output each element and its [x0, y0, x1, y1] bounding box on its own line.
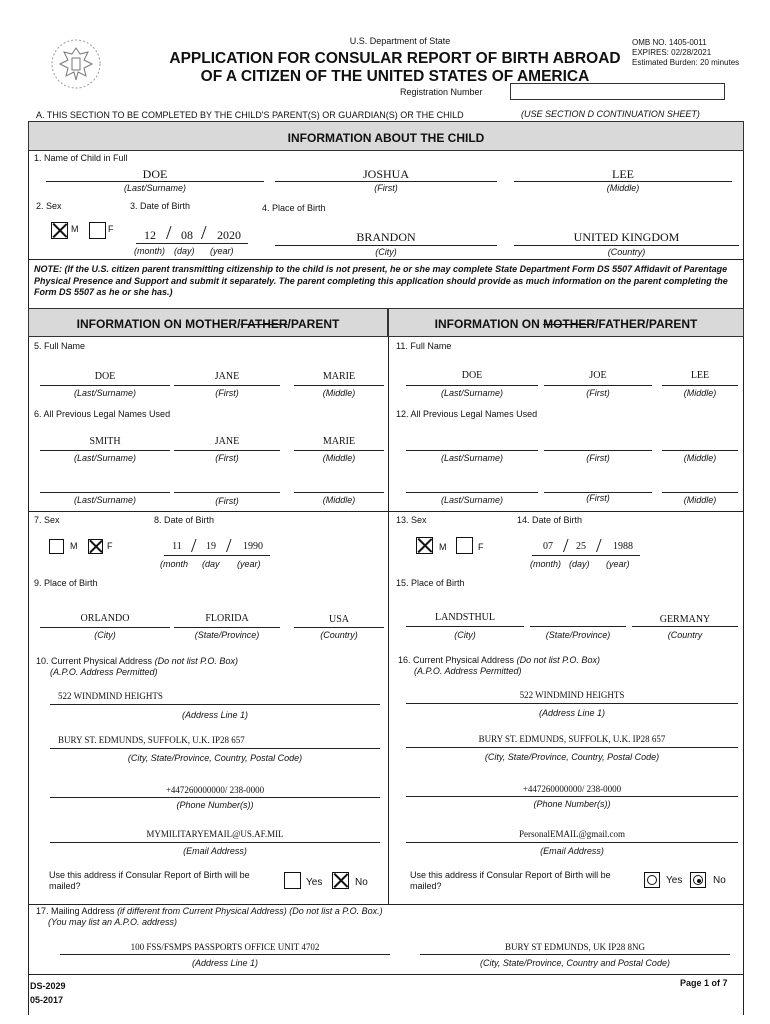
mother-name-label: 5. Full Name: [34, 341, 86, 351]
mother-dob-year[interactable]: 1990: [243, 541, 263, 552]
mailing-label-note: (if different from Current Physical Address) (Do not list a P.O. Box.): [117, 906, 383, 916]
caption-last: (Last/Surname): [73, 388, 137, 398]
mother-prev-first[interactable]: JANE: [214, 436, 240, 447]
caption-middle: (Middle): [683, 388, 717, 398]
father-mail-no-radio[interactable]: [690, 872, 706, 888]
date-separator: /: [596, 535, 602, 557]
caption-middle: (Middle): [322, 453, 356, 463]
mailing-address-line2[interactable]: BURY ST EDMUNDS, UK IP28 8NG: [504, 942, 646, 952]
father-sex-male-checkbox[interactable]: [416, 537, 433, 554]
caption-middle: (Middle): [683, 495, 717, 505]
mother-mail-yes-checkbox[interactable]: [284, 872, 301, 889]
date-separator: /: [166, 222, 172, 244]
father-address-label-text: 16. Current Physical Address: [398, 655, 515, 665]
section-a-label: A. THIS SECTION TO BE COMPLETED BY THE CHILD'S PARENT(S) OR GUARDIAN(S) OR THE CHILD: [36, 110, 464, 120]
mother-mail-question: Use this address if Consular Report of Birth will be mailed?: [49, 870, 250, 891]
department-name: U.S. Department of State: [349, 36, 451, 46]
father-birth-country[interactable]: GERMANY: [659, 614, 711, 625]
caption-middle: (Middle): [606, 183, 640, 193]
caption-phone: (Phone Number(s)): [176, 800, 254, 810]
father-phone[interactable]: +447260000000/ 238-0000: [522, 784, 622, 794]
father-dob-label: 14. Date of Birth: [517, 515, 583, 525]
child-first-name[interactable]: JOSHUA: [362, 167, 409, 181]
mother-birth-city[interactable]: ORLANDO: [80, 613, 130, 624]
child-name-label: 1. Name of Child in Full: [34, 153, 128, 163]
form-title-line1: APPLICATION FOR CONSULAR REPORT OF BIRTH ABROAD: [169, 50, 621, 67]
caption-city: (City): [375, 247, 397, 257]
date-separator: /: [226, 535, 232, 557]
mother-middle-name[interactable]: MARIE: [322, 371, 356, 382]
ds5507-note: NOTE: (If the U.S. citizen parent transmitting citizenship to the child is not present, he or she may complete State Department Form DS 5507 Affidavit of Parentage Physical Presence and Support and submit it separately. The parent completing this application should provide as much information on the parent completing the Form DS 5507 as he or she has.): [34, 264, 728, 297]
father-band-prefix: INFORMATION ON: [434, 317, 544, 331]
mother-sex-female-checkbox[interactable]: [88, 539, 103, 554]
mother-prev-names-label: 6. All Previous Legal Names Used: [34, 409, 171, 419]
caption-middle: (Middle): [322, 495, 356, 505]
child-middle-name[interactable]: LEE: [612, 167, 634, 181]
caption-country: (Country): [320, 630, 358, 640]
yes-label: Yes: [666, 875, 683, 886]
mailing-address-label: [36, 906, 383, 916]
mother-dob-label: 8. Date of Birth: [154, 515, 215, 525]
father-info-band: [388, 308, 744, 337]
mother-sex-label: 7. Sex: [34, 515, 60, 525]
father-pob-label: 15. Place of Birth: [396, 578, 465, 588]
father-middle-name[interactable]: LEE: [690, 370, 710, 381]
child-sex-female-checkbox[interactable]: [89, 222, 106, 239]
caption-address-line1: (Address Line 1): [538, 708, 606, 718]
caption-city: (City): [94, 630, 116, 640]
caption-year: (year): [606, 559, 630, 569]
caption-middle: (Middle): [322, 388, 356, 398]
father-last-name[interactable]: DOE: [461, 370, 483, 381]
caption-country: (Country): [607, 247, 646, 257]
page-number: Page 1 of 7: [680, 978, 728, 988]
mother-dob-day[interactable]: 19: [206, 541, 216, 552]
father-sex-label: 13. Sex: [396, 515, 427, 525]
mother-birth-country[interactable]: USA: [328, 614, 349, 625]
father-prev-names-label: 12. All Previous Legal Names Used: [396, 409, 538, 419]
caption-last: (Last/Surname): [440, 453, 504, 463]
date-separator: /: [563, 535, 569, 557]
father-mail-yes-radio[interactable]: [644, 872, 660, 888]
form-title-line2: OF A CITIZEN OF THE UNITED STATES OF AMERICA: [200, 68, 590, 85]
apo-note: (A.P.O. Address Permitted): [414, 666, 522, 676]
mother-mail-no-checkbox[interactable]: [332, 872, 349, 889]
caption-state: (State/Province): [194, 630, 260, 640]
father-mail-question: Use this address if Consular Report of Birth will be mailed?: [410, 870, 611, 891]
child-sex-male-checkbox[interactable]: [51, 222, 68, 239]
mother-band-strike: FATHER: [240, 317, 288, 331]
caption-month: (month): [134, 246, 166, 256]
caption-last: (Last/Surname): [73, 495, 137, 505]
child-dob-label: 3. Date of Birth: [130, 201, 191, 211]
father-address-label-note: (Do not list P.O. Box): [516, 655, 600, 665]
caption-email: (Email Address): [183, 846, 247, 856]
mailing-label-text: 17. Mailing Address: [36, 906, 115, 916]
father-name-label: 11. Full Name: [396, 341, 452, 351]
father-address-line1[interactable]: 522 WINDMIND HEIGHTS: [519, 690, 625, 700]
caption-middle: (Middle): [683, 453, 717, 463]
child-dob-year[interactable]: 2020: [217, 228, 241, 242]
mother-address-line1[interactable]: 522 WINDMIND HEIGHTS: [58, 691, 163, 701]
mother-dob-month[interactable]: 11: [172, 541, 182, 552]
section-d-note: (USE SECTION D CONTINUATION SHEET): [521, 109, 700, 119]
caption-address-line1: (Address Line 1): [181, 710, 249, 720]
child-birth-country[interactable]: UNITED KINGDOM: [573, 230, 680, 244]
caption-mailing-line2: (City, State/Province, Country and Postal Code): [480, 958, 670, 968]
caption-last: (Last/Surname): [440, 388, 504, 398]
father-birth-city[interactable]: LANDSTHUL: [435, 612, 495, 623]
caption-day: (day): [569, 559, 590, 569]
caption-city: (City): [454, 630, 476, 640]
yes-label: Yes: [306, 877, 323, 888]
child-pob-label: 4. Place of Birth: [262, 203, 326, 213]
mother-sex-male-checkbox[interactable]: [49, 539, 64, 554]
no-label: No: [713, 875, 726, 886]
father-band-strike: MOTHER: [543, 317, 596, 331]
mother-last-name[interactable]: DOE: [94, 371, 116, 382]
mother-first-name[interactable]: JANE: [214, 371, 240, 382]
mother-phone[interactable]: +447260000000/ 238-0000: [165, 785, 265, 795]
caption-first: (First): [215, 496, 239, 506]
caption-year: (year): [237, 559, 261, 569]
us-seal-icon: [50, 38, 102, 90]
caption-first: (First): [374, 183, 398, 193]
caption-month: (month): [530, 559, 562, 569]
caption-year: (year): [210, 246, 234, 256]
mother-birth-state[interactable]: FLORIDA: [205, 613, 249, 624]
registration-label: Registration Number: [400, 87, 483, 97]
mailing-address-line1[interactable]: 100 FSS/FSMPS PASSPORTS OFFICE UNIT 4702: [130, 942, 320, 952]
caption-day: (day: [202, 559, 220, 569]
father-dob-month[interactable]: 07: [543, 541, 553, 552]
mother-address-label: [36, 656, 238, 666]
registration-number-field[interactable]: [510, 83, 725, 100]
father-dob-year[interactable]: 1988: [613, 541, 633, 552]
form-revision: 05-2017: [30, 995, 64, 1005]
mother-prev-last[interactable]: SMITH: [89, 436, 121, 447]
mother-email[interactable]: MYMILITARYEMAIL@US.AF.MIL: [146, 829, 284, 839]
caption-first: (First): [586, 493, 610, 503]
child-last-name[interactable]: DOE: [142, 167, 168, 181]
child-dob-day[interactable]: 08: [181, 228, 193, 242]
omb-number: OMB NO. 1405-0011: [632, 38, 707, 47]
caption-mailing-line1: (Address Line 1): [191, 958, 259, 968]
child-sex-m-label: M: [71, 224, 79, 234]
caption-first: (First): [215, 388, 239, 398]
mother-sex-f-label: F: [107, 541, 113, 551]
child-sex-label: 2. Sex: [36, 201, 62, 211]
mother-address-label-text: 10. Current Physical Address: [36, 656, 153, 666]
caption-first: (First): [215, 453, 239, 463]
father-address-line2[interactable]: BURY ST. EDMUNDS, SUFFOLK, U.K. IP28 657: [478, 734, 666, 744]
mother-band-suffix: /PARENT: [287, 317, 340, 331]
caption-address-line2: (City, State/Province, Country, Postal Code): [127, 753, 303, 763]
mother-pob-label: 9. Place of Birth: [34, 578, 98, 588]
father-email[interactable]: PersonalEMAIL@gmail.com: [518, 829, 626, 839]
caption-phone: (Phone Number(s)): [533, 799, 611, 809]
caption-month: (month: [160, 559, 189, 569]
caption-last: (Last/Surname): [73, 453, 137, 463]
expiration-date: EXPIRES: 02/28/2021: [632, 48, 712, 57]
mother-address-line2[interactable]: BURY ST. EDMUNDS, SUFFOLK, U.K. IP28 657: [58, 735, 245, 745]
mother-prev-middle[interactable]: MARIE: [322, 436, 356, 447]
caption-state: (State/Province): [545, 630, 611, 640]
mother-info-band: [28, 308, 388, 337]
mother-sex-m-label: M: [70, 541, 78, 551]
father-sex-f-label: F: [478, 542, 484, 552]
child-dob-month[interactable]: 12: [144, 228, 156, 242]
caption-country: (Country: [667, 630, 703, 640]
father-sex-m-label: M: [439, 542, 447, 552]
father-sex-female-checkbox[interactable]: [456, 537, 473, 554]
date-separator: /: [201, 222, 207, 244]
caption-first: (First): [586, 453, 610, 463]
caption-email: (Email Address): [540, 846, 604, 856]
mother-address-label-note: (Do not list P.O. Box): [154, 656, 238, 666]
apo-note: (A.P.O. Address Permitted): [50, 667, 158, 677]
father-first-name[interactable]: JOE: [589, 370, 607, 381]
date-separator: /: [191, 535, 197, 557]
estimated-burden: Estimated Burden: 20 minutes: [632, 58, 740, 67]
mother-band-prefix: INFORMATION ON MOTHER/: [76, 317, 241, 331]
father-dob-day[interactable]: 25: [576, 541, 586, 552]
form-number: DS-2029: [30, 981, 66, 991]
column-divider: [388, 337, 389, 904]
father-band-suffix: /FATHER/PARENT: [595, 317, 698, 331]
child-info-band: INFORMATION ABOUT THE CHILD: [28, 121, 744, 151]
caption-first: (First): [586, 388, 610, 398]
no-label: No: [355, 877, 368, 888]
child-sex-f-label: F: [108, 224, 114, 234]
caption-day: (day): [174, 246, 195, 256]
caption-last: (Last/Surname): [123, 183, 187, 193]
mailing-apo-note: (You may list an A.P.O. address): [48, 917, 178, 927]
father-address-label: [398, 655, 600, 665]
caption-address-line2: (City, State/Province, Country, Postal Code): [484, 752, 660, 762]
caption-last: (Last/Surname): [440, 495, 504, 505]
child-birth-city[interactable]: BRANDON: [356, 230, 416, 244]
